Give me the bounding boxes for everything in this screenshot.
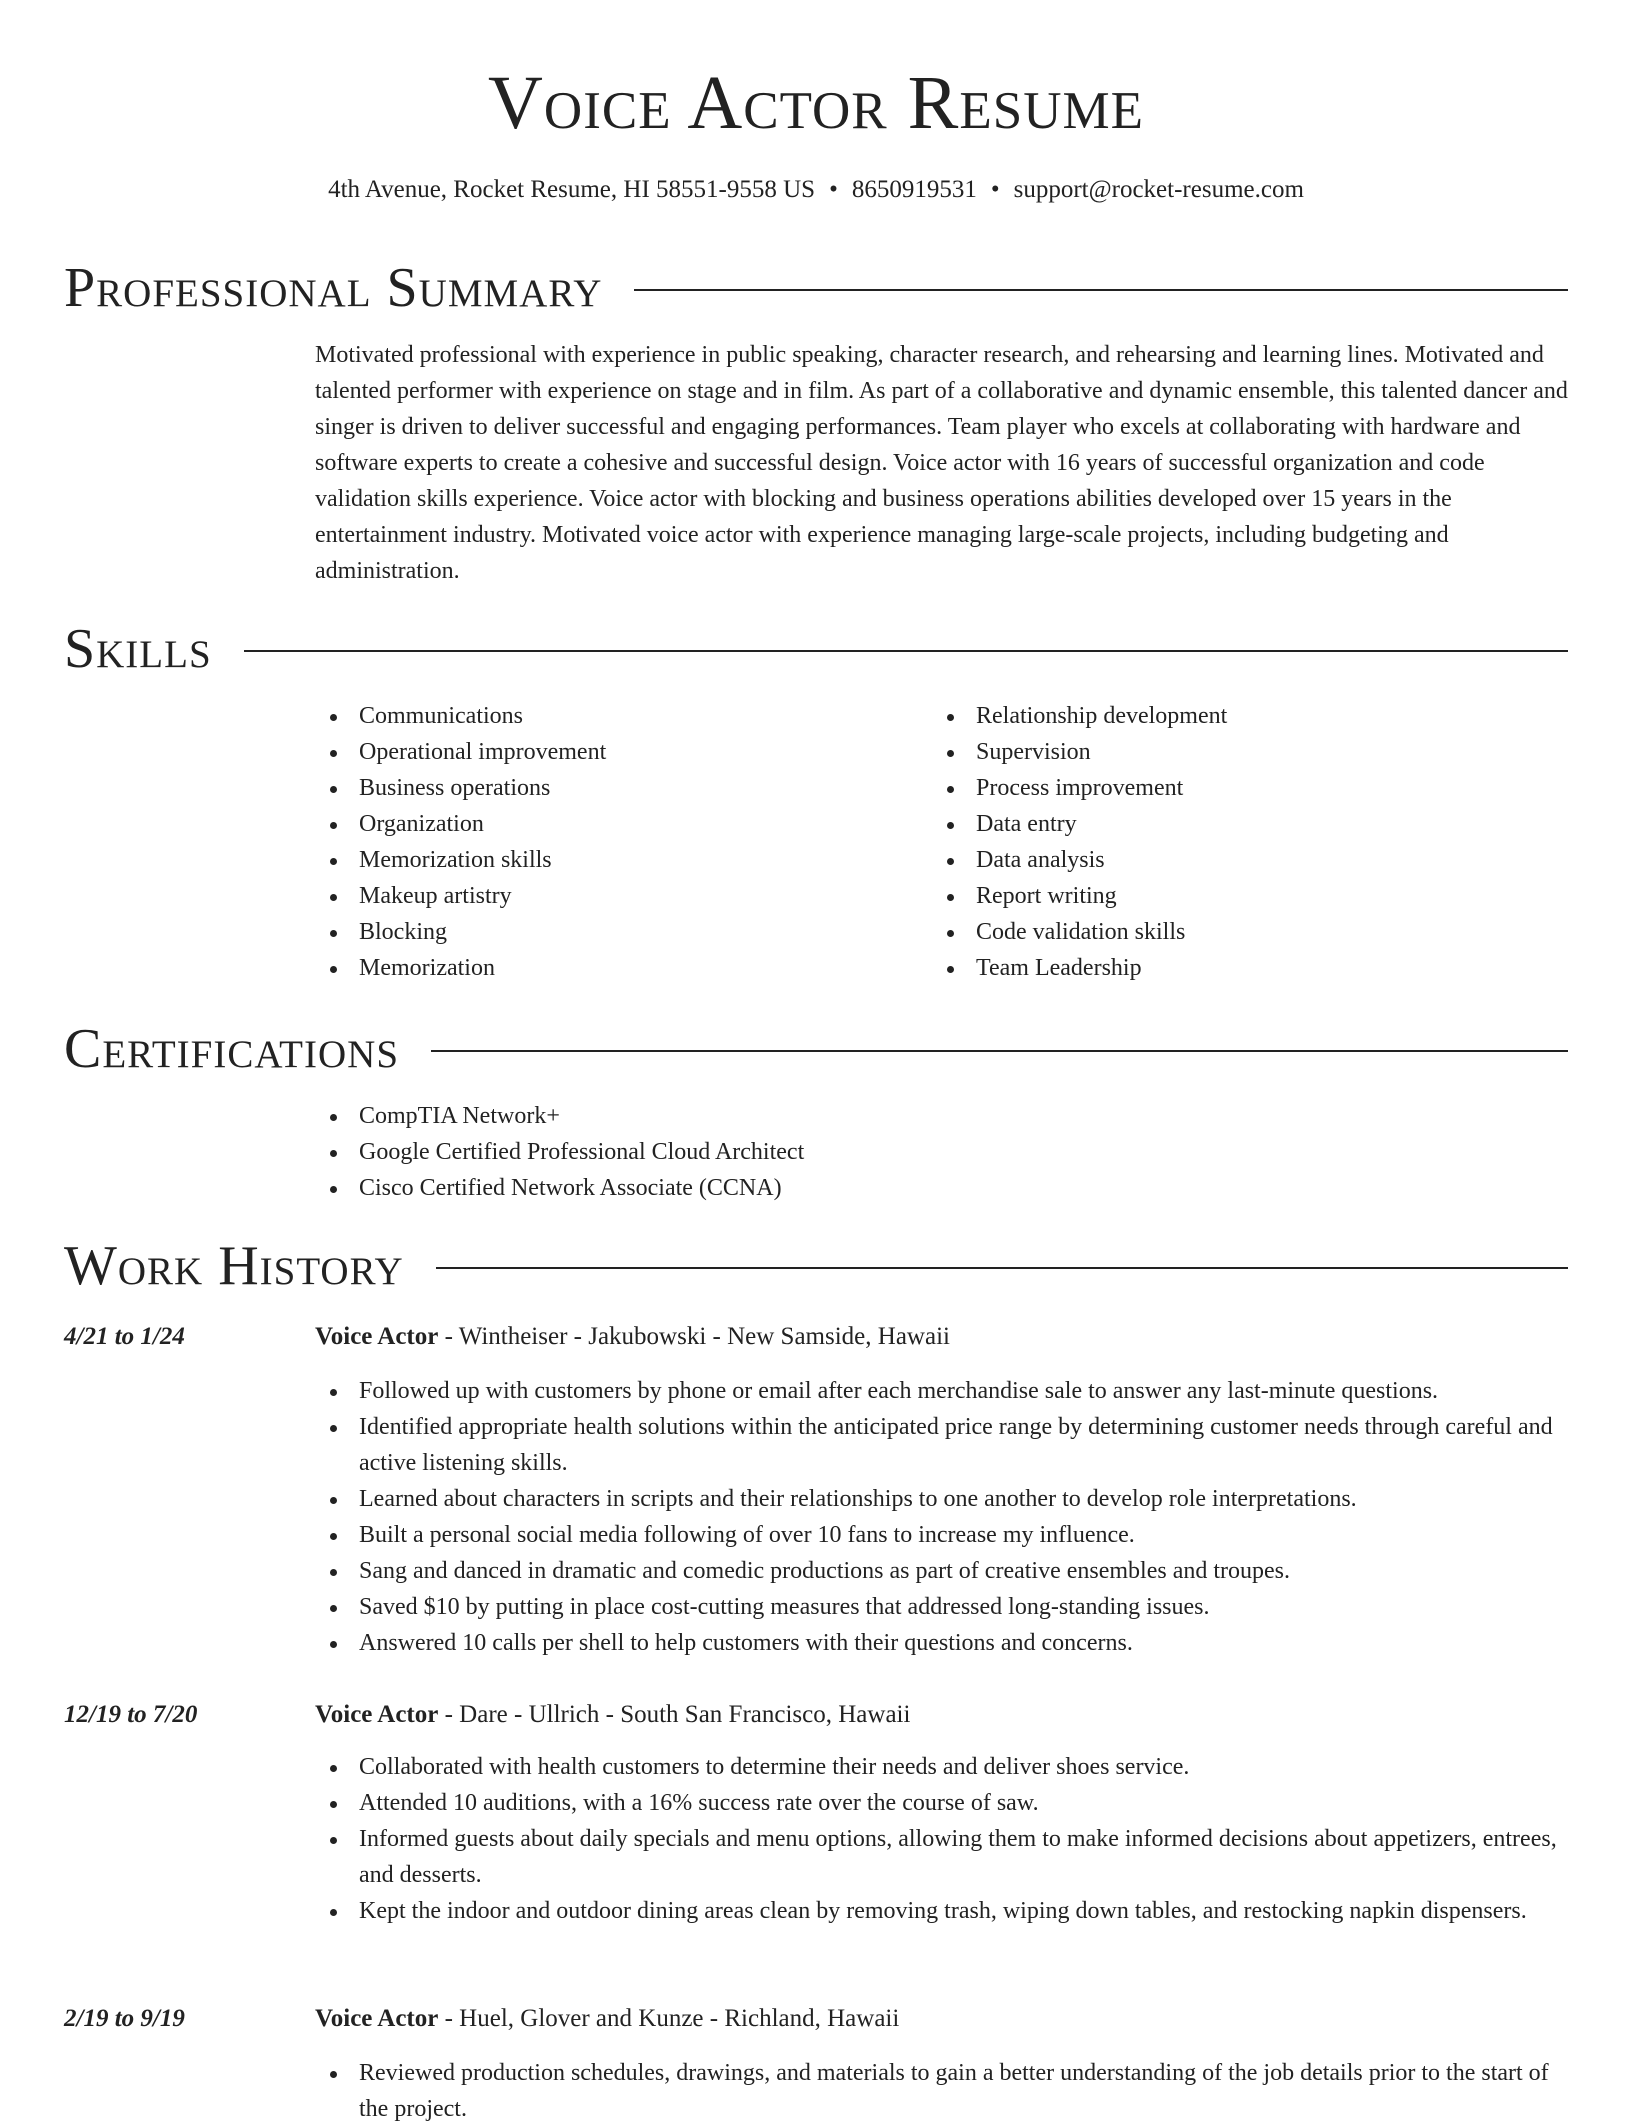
job-duty-item: Attended 10 auditions, with a 16% success rate over the course of saw. [315, 1785, 1570, 1821]
job-duty-item: Learned about characters in scripts and their relationships to one another to develop role interpretations. [315, 1481, 1570, 1517]
skill-item: Blocking [315, 914, 606, 950]
job-duty-item: Reviewed production schedules, drawings, and materials to gain a better understanding of the job details prior to the start of the project. [315, 2055, 1570, 2127]
job-employer: - Huel, Glover and Kunze - Richland, Hawaii [438, 2005, 900, 2032]
job-duties-list [315, 2055, 1570, 2127]
skill-item: Memorization [315, 950, 606, 986]
contact-address: 4th Avenue, Rocket Resume, HI 58551-9558 US [328, 176, 816, 203]
job-duty-item: Kept the indoor and outdoor dining areas clean by removing trash, wiping down tables, and restocking napkin dispensers. [315, 1893, 1570, 1929]
contact-separator: • [829, 176, 838, 203]
skill-item: Business operations [315, 770, 606, 806]
job-employer: - Wintheiser - Jakubowski - New Samside, Hawaii [438, 1323, 950, 1350]
job-duties-list [315, 1373, 1570, 1661]
skill-item: Makeup artistry [315, 878, 606, 914]
job-heading [315, 1697, 910, 1733]
job-employer: - Dare - Ullrich - South San Francisco, Hawaii [438, 1701, 911, 1728]
certifications-list [315, 1098, 804, 1206]
skill-item: Team Leadership [932, 950, 1227, 986]
job-role: Voice Actor [315, 1323, 439, 1350]
certifications-section-header [64, 1017, 1568, 1081]
job-duty-item: Identified appropriate health solutions within the anticipated price range by determining customer needs through careful and active listening skills. [315, 1409, 1570, 1481]
job-duty-item: Informed guests about daily specials and menu options, allowing them to make informed decisions about appetizers, entrees, and desserts. [315, 1821, 1570, 1893]
job-heading [315, 1319, 950, 1355]
contact-line [0, 172, 1632, 208]
section-divider [634, 289, 1568, 291]
summary-section-header [64, 256, 1568, 320]
skill-item: Code validation skills [932, 914, 1227, 950]
job-duty-item: Saved $10 by putting in place cost-cutting measures that addressed long-standing issues. [315, 1589, 1570, 1625]
skill-item: Report writing [932, 878, 1227, 914]
summary-text: Motivated professional with experience in public speaking, character research, and rehearsing and learning lines. Motivated and talented performer with experience on stage and in film. As part of a collaborative and dynamic ensemble, this talented dancer and singer is driven to deliver successful and engaging performances. Team player who excels at collaborating with hardware and software experts to create a cohesive and successful design. Voice actor with 16 years of successful organization and code validation skills experience. Voice actor with blocking and business operations abilities developed over 15 years in the entertainment industry. Motivated voice actor with experience managing large-scale projects, including budgeting and administration. [315, 342, 1568, 584]
skill-item: Data analysis [932, 842, 1227, 878]
certification-item: CompTIA Network+ [315, 1098, 804, 1134]
job-dates: 12/19 to 7/20 [64, 1701, 198, 1728]
skill-item: Relationship development [932, 698, 1227, 734]
contact-phone: 8650919531 [851, 176, 977, 203]
certifications-heading: Certifications [64, 1018, 400, 1080]
job-duty-item: Answered 10 calls per shell to help customers with their questions and concerns. [315, 1625, 1570, 1661]
job-heading [315, 2001, 899, 2037]
contact-email: support@rocket-resume.com [1013, 176, 1304, 203]
job-duty-item: Built a personal social media following of over 10 fans to increase my influence. [315, 1517, 1570, 1553]
job-duty-item: Followed up with customers by phone or email after each merchandise sale to answer any last-minute questions. [315, 1373, 1570, 1409]
section-divider [431, 1050, 1568, 1052]
job-role: Voice Actor [315, 2005, 439, 2032]
skills-section-header [64, 617, 1568, 681]
job-dates: 2/19 to 9/19 [64, 2005, 185, 2032]
certification-item: Google Certified Professional Cloud Architect [315, 1134, 804, 1170]
skill-item: Process improvement [932, 770, 1227, 806]
section-divider [436, 1267, 1568, 1269]
skill-item: Memorization skills [315, 842, 606, 878]
certification-item: Cisco Certified Network Associate (CCNA) [315, 1170, 804, 1206]
skill-item: Communications [315, 698, 606, 734]
skills-list-left [315, 698, 606, 986]
work-section-header [64, 1234, 1568, 1298]
skill-item: Data entry [932, 806, 1227, 842]
contact-separator: • [990, 176, 1000, 203]
job-duty-item: Collaborated with health customers to determine their needs and deliver shoes service. [315, 1749, 1570, 1785]
summary-heading: Professional Summary [64, 257, 603, 319]
skill-item: Operational improvement [315, 734, 606, 770]
skill-item: Organization [315, 806, 606, 842]
job-duty-item: Sang and danced in dramatic and comedic productions as part of creative ensembles and troupes. [315, 1553, 1570, 1589]
skills-list-right [932, 698, 1227, 986]
job-role: Voice Actor [315, 1701, 439, 1728]
skill-item: Supervision [932, 734, 1227, 770]
job-dates: 4/21 to 1/24 [64, 1323, 185, 1350]
job-duties-list [315, 1749, 1570, 1929]
section-divider [244, 650, 1568, 652]
skills-heading: Skills [64, 618, 212, 680]
resume-title: Voice Actor Resume [488, 61, 1144, 145]
work-heading: Work History [64, 1235, 404, 1297]
